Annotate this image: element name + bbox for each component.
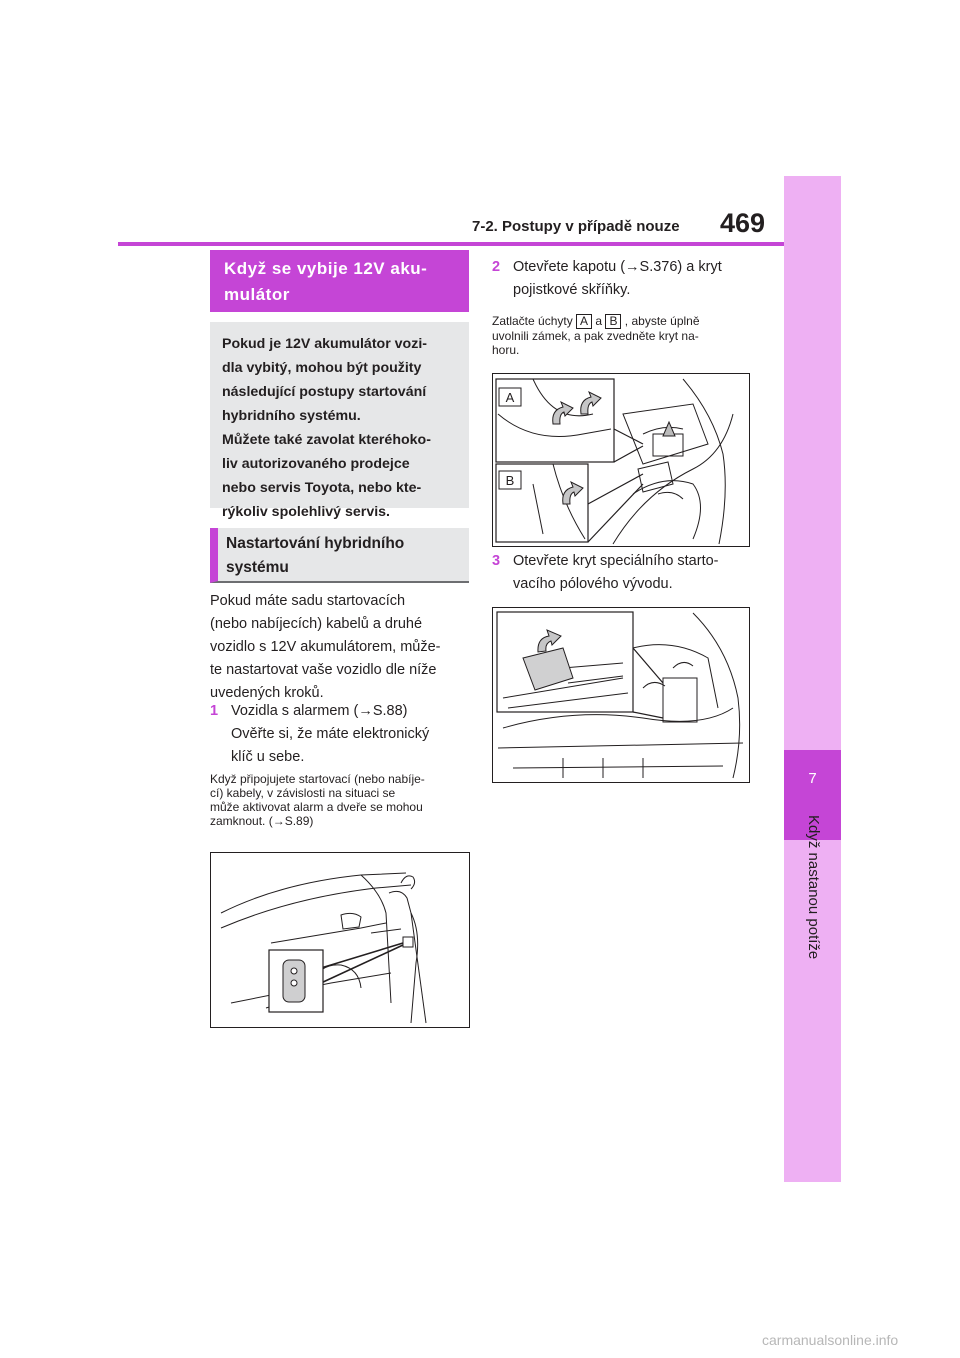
note-line: může aktivovat alarm a dveře se mohou [210,800,423,814]
step-line: Otevřete kryt speciálního starto- [513,553,719,569]
latch-note [492,314,752,357]
info-line: dla vybitý, mohou být použity [222,360,422,376]
intro-line: (nebo nabíjecích) kabelů a druhé [210,616,423,632]
intro-line: vozidlo s 12V akumulátorem, může- [210,639,441,655]
step-line: pojistkové skříňky. [513,282,631,298]
chapter-side-strip [784,176,841,1182]
info-line: Můžete také zavolat kteréhoko- [222,432,431,448]
subheading-line1: Nastartování hybridního [226,535,405,552]
info-line: hybridního systému. [222,408,361,424]
info-line: liv autorizovaného prodejce [222,456,410,472]
step-2 [492,256,752,302]
tag-b: B [605,314,621,329]
intro-line: te nastartovat vaše vozidlo dle níže [210,662,437,678]
step-line: klíč u sebe. [231,749,305,765]
step-line: vacího pólového vývodu. [513,576,673,592]
header-rule [118,242,784,246]
step-line: Vozidla s alarmem (→S.88) [231,703,408,719]
note-part: Zatlačte úchyty [492,314,573,328]
step-number: 2 [492,259,501,275]
figure-electronic-key [210,852,470,1028]
note-line: horu. [492,343,520,357]
note-line: zamknout. (→S.89) [210,814,314,828]
alarm-note [210,772,470,828]
figure-jump-terminal [492,607,750,783]
figure-fuse-box [492,373,750,547]
tag-a: A [576,314,592,329]
watermark: carmanualsonline.info [762,1332,899,1348]
note-part: , abyste úplně [624,314,700,328]
info-line: rýkoliv spolehlivý servis. [222,504,390,520]
battery-heading-line2: mulátor [224,285,290,304]
chapter-number: 7 [808,770,817,787]
figure-label-a: A [505,390,515,405]
start-system-subheading [210,528,469,583]
step-number: 3 [492,553,501,569]
section-title: 7-2. Postupy v případě nouze [472,218,680,235]
car-door-key-illustration [211,853,469,1027]
note-line: uvolnili zámek, a pak zvedněte kryt na- [492,329,699,343]
note-line: cí) kabely, v závislosti na situaci se [210,786,396,800]
note-part: a [595,314,603,328]
info-line: nebo servis Toyota, nebo kte- [222,480,422,496]
battery-heading-line1: Když se vybije 12V aku- [224,259,428,278]
page-number: 469 [720,208,766,238]
intro-line: Pokud máte sadu startovacích [210,593,406,609]
battery-heading [210,250,469,312]
info-box [210,322,469,520]
figure-label-b: B [505,473,515,488]
step-line: Ověřte si, že máte elektronický [231,726,430,742]
step-1 [210,700,470,769]
note-line-1 [492,314,752,329]
step-3 [492,550,752,596]
step-number: 1 [210,703,219,719]
note-line: Když připojujete startovací (nebo nabíje- [210,772,425,786]
fuse-box-cover-illustration [493,374,749,546]
jump-terminal-cover-illustration [493,608,749,782]
chapter-title: Když nastanou potíže [805,815,822,960]
intro-paragraph [210,590,472,705]
info-line: následující postupy startování [222,384,427,400]
info-line: Pokud je 12V akumulátor vozi- [222,336,427,352]
subheading-line2: systému [226,559,289,576]
intro-line: uvedených kroků. [210,685,324,701]
step-line: Otevřete kapotu (→S.376) a kryt [513,259,722,275]
